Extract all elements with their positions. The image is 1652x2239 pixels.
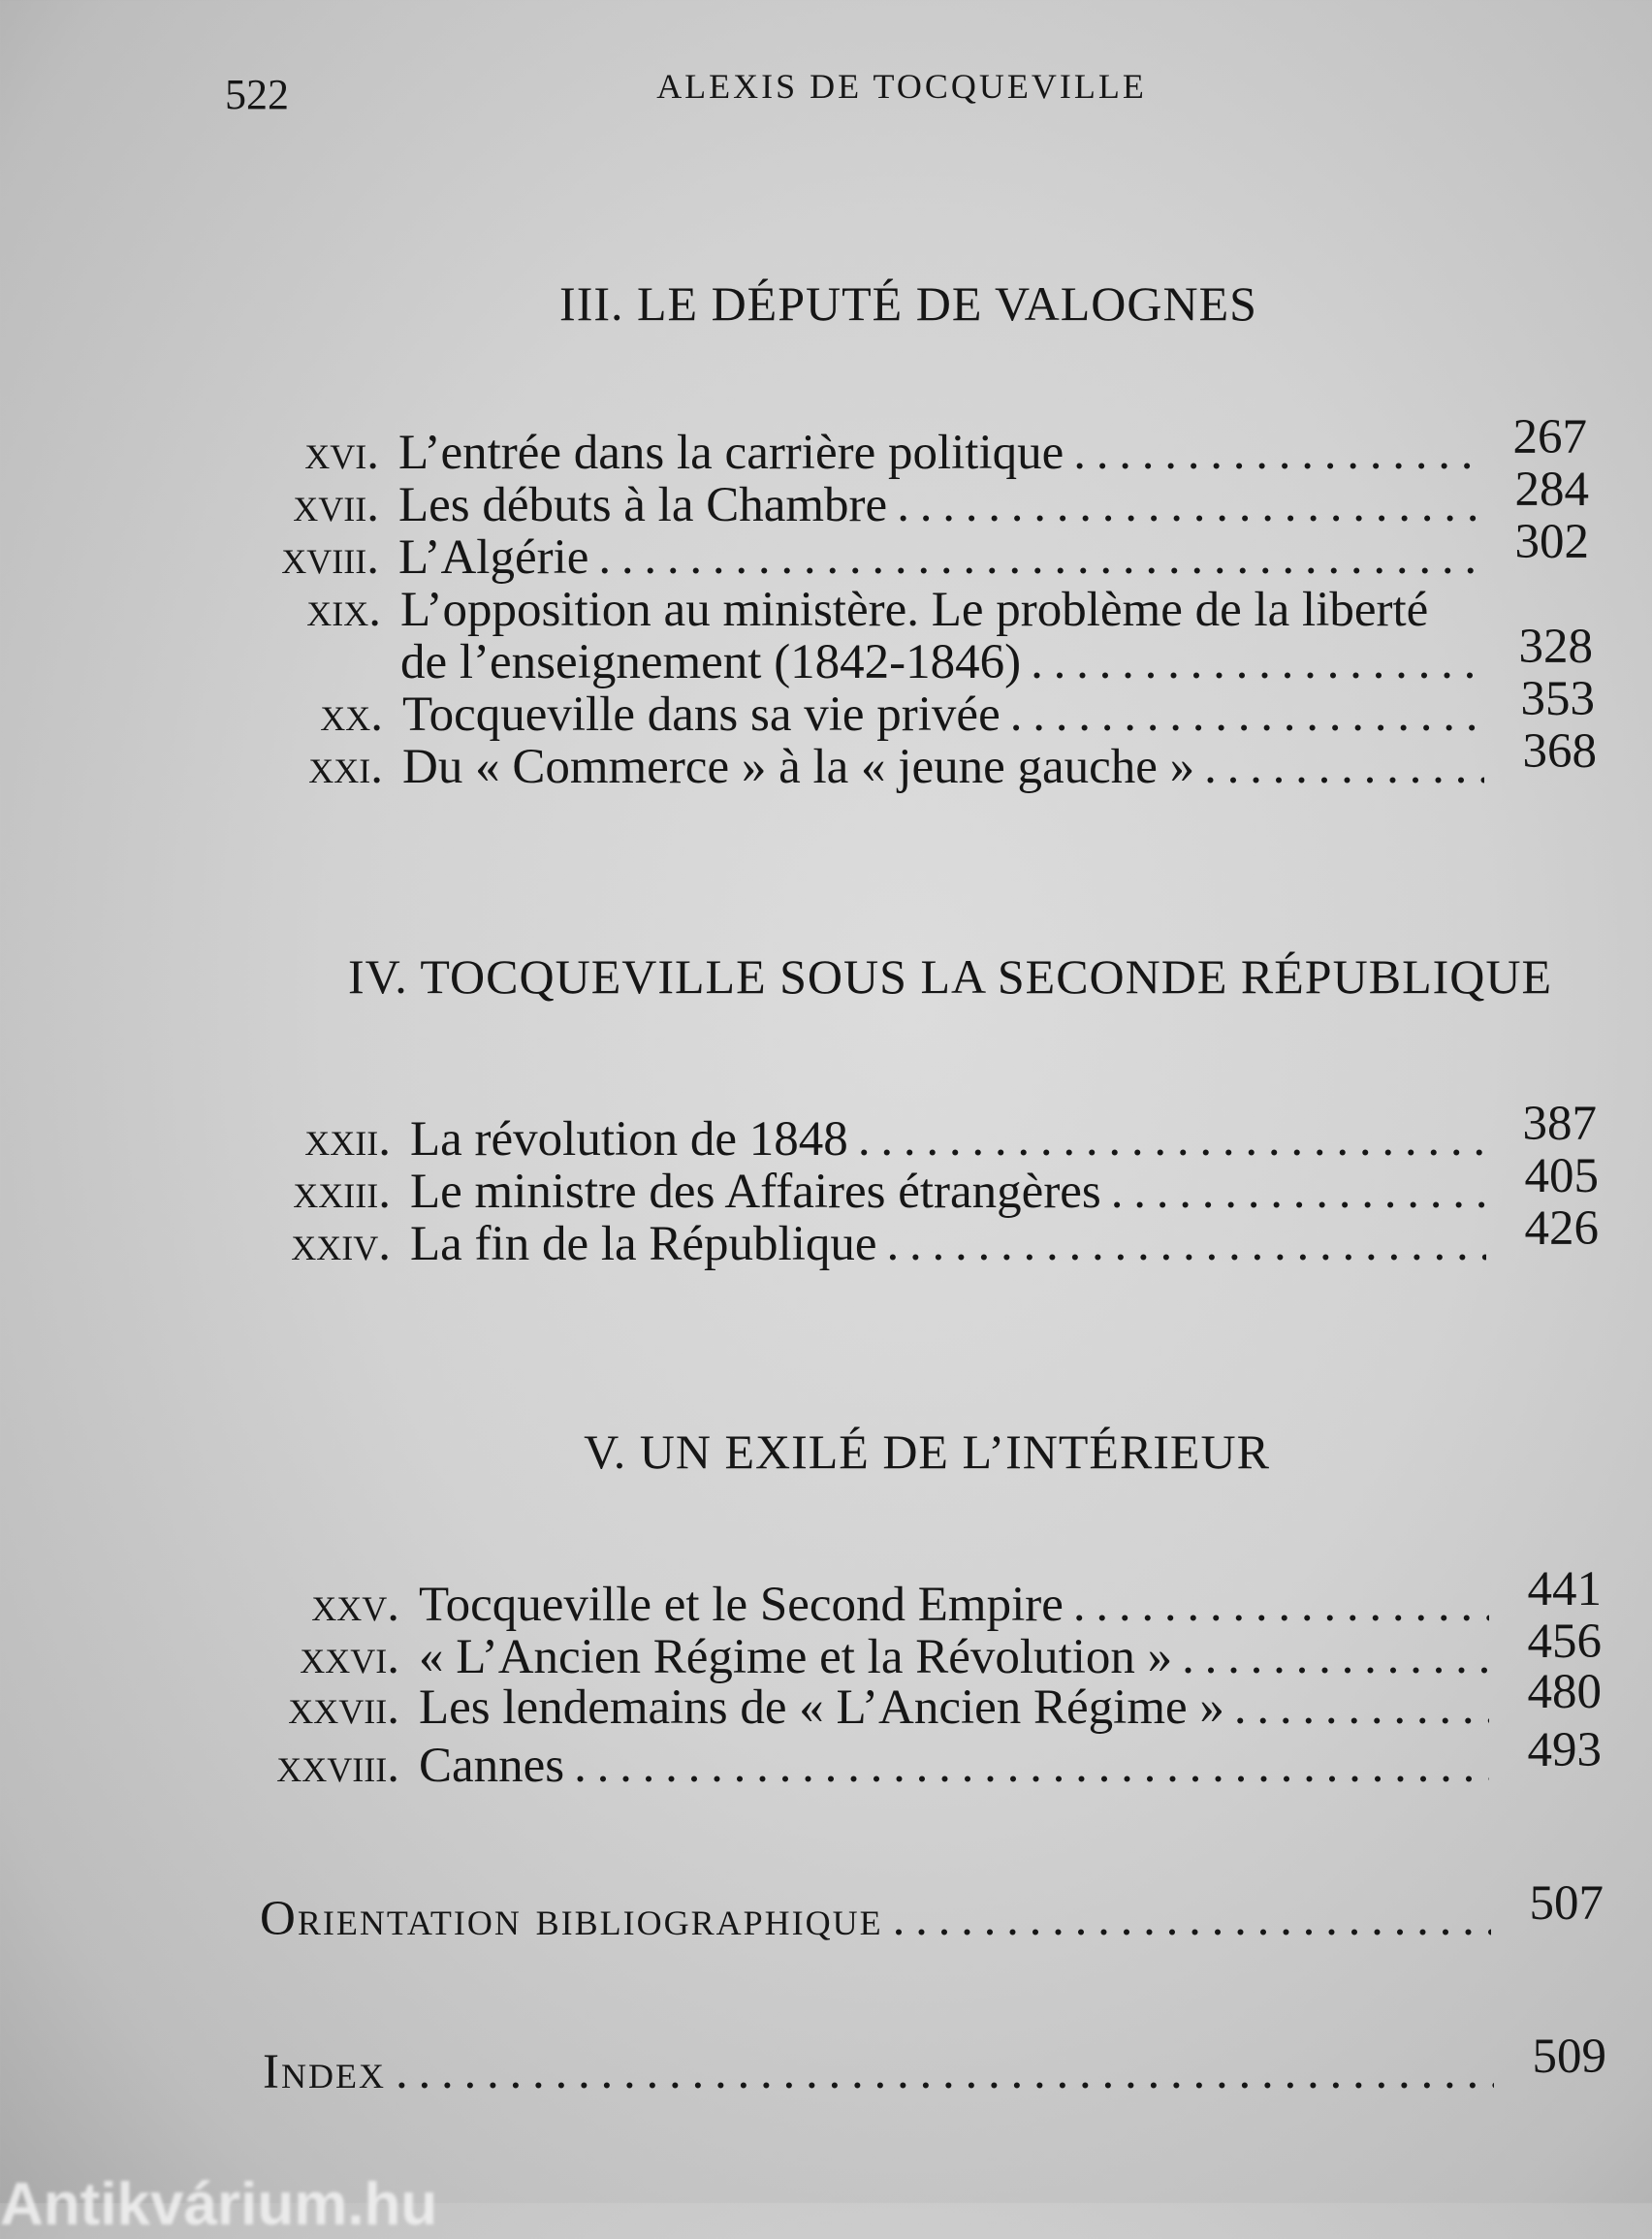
chapter-title: Les lendemains de « L’Ancien Régime » (419, 1680, 1224, 1735)
chapter-page: 405 (1524, 1149, 1599, 1203)
dot-leader (1204, 741, 1484, 793)
toc-entry[interactable] (205, 410, 1587, 480)
chapter-numeral: xx. (320, 688, 383, 742)
dot-leader (858, 1113, 1484, 1166)
chapter-page: 480 (1527, 1665, 1602, 1719)
chapter-numeral: xxiii. (293, 1165, 391, 1219)
dot-leader (1234, 1681, 1489, 1734)
toc-entry[interactable] (216, 1097, 1597, 1167)
dot-leader (897, 479, 1477, 531)
dot-leader (1073, 427, 1475, 479)
chapter-title: Tocqueville dans sa vie privée (402, 688, 1001, 742)
dot-leader (893, 1893, 1491, 1945)
chapter-title: La révolution de 1848 (410, 1112, 848, 1167)
toc-entry-bibliography[interactable] (260, 1876, 1604, 1946)
dot-leader (598, 531, 1477, 584)
toc-entry-index[interactable] (263, 2030, 1606, 2099)
chapter-page: 426 (1524, 1201, 1599, 1256)
section-heading-v: V. UN EXILÉ DE L’INTÉRIEUR (584, 1424, 1270, 1479)
toc-entry-continuation[interactable] (206, 620, 1593, 689)
toc-entry[interactable] (216, 1149, 1599, 1219)
chapter-page: 493 (1527, 1723, 1602, 1777)
chapter-numeral: xxii. (304, 1112, 391, 1167)
toc-entry[interactable] (225, 1723, 1602, 1793)
back-matter-page: 509 (1532, 2030, 1606, 2084)
chapter-page: 368 (1522, 724, 1597, 779)
chapter-numeral: xix. (306, 583, 381, 637)
chapter-title: L’Algérie (398, 530, 589, 585)
chapter-title: L’entrée dans la carrière politique (398, 426, 1064, 480)
chapter-numeral: xxv. (311, 1578, 399, 1632)
section-heading-iii: III. LE DÉPUTÉ DE VALOGNES (559, 276, 1257, 331)
chapter-page: 387 (1522, 1097, 1597, 1151)
toc-entry[interactable] (225, 1562, 1602, 1632)
chapter-page: 441 (1527, 1562, 1602, 1616)
dot-leader (1031, 636, 1480, 688)
toc-entry[interactable] (205, 515, 1589, 585)
toc-entry[interactable] (205, 463, 1589, 532)
chapter-title: « L’Ancien Régime et la Révolution » (419, 1630, 1173, 1684)
section-heading-iv: IV. TOCQUEVILLE SOUS LA SECONDE RÉPUBLIQUE (347, 949, 1553, 1004)
toc-entry[interactable] (225, 1615, 1602, 1684)
chapter-page: 284 (1514, 463, 1589, 517)
chapter-numeral: xxiv. (291, 1217, 391, 1271)
toc-entry[interactable] (216, 1201, 1599, 1271)
chapter-title: La fin de la République (410, 1217, 877, 1271)
dot-leader (1111, 1166, 1486, 1218)
dot-leader (574, 1740, 1489, 1792)
chapter-page: 353 (1520, 672, 1595, 726)
running-title: ALEXIS DE TOCQUEVILLE (656, 67, 1147, 106)
chapter-page: 328 (1518, 620, 1593, 674)
dot-leader (887, 1218, 1486, 1270)
chapter-numeral: xvii. (293, 478, 379, 532)
toc-entry[interactable] (208, 672, 1595, 742)
back-matter-title: Index (263, 2045, 386, 2099)
toc-entry[interactable] (208, 724, 1597, 794)
chapter-numeral: xxviii. (276, 1739, 399, 1793)
chapter-numeral: xviii. (281, 530, 379, 585)
chapter-page: 456 (1527, 1615, 1602, 1669)
chapter-title: Tocqueville et le Second Empire (419, 1578, 1064, 1632)
watermark: Antikvárium.hu (0, 2171, 438, 2238)
chapter-title: Du « Commerce » à la « jeune gauche » (402, 740, 1195, 794)
toc-entry[interactable] (206, 584, 1593, 636)
chapter-title: Le ministre des Affaires étrangères (410, 1165, 1101, 1219)
page-number: 522 (225, 71, 289, 118)
chapter-numeral: xxvi. (300, 1630, 399, 1684)
chapter-numeral: xxi. (308, 740, 383, 794)
chapter-numeral: xvi. (304, 426, 379, 480)
dot-leader (1073, 1579, 1489, 1631)
back-matter-title: Orientation bibliographique (260, 1892, 883, 1946)
chapter-title: L’opposition au ministère. Le problème de la liberté (400, 583, 1429, 637)
dot-leader (1010, 688, 1482, 741)
chapter-numeral: xxvii. (288, 1680, 399, 1735)
chapter-page: 302 (1514, 515, 1589, 569)
dot-leader (1182, 1631, 1489, 1683)
chapter-title: Les débuts à la Chambre (398, 478, 888, 532)
back-matter-page: 507 (1529, 1876, 1604, 1931)
toc-entry[interactable] (225, 1665, 1602, 1735)
chapter-page: 267 (1512, 410, 1587, 464)
chapter-title-continuation: de l’enseignement (1842-1846) (400, 635, 1022, 689)
chapter-title: Cannes (419, 1739, 565, 1793)
dot-leader (396, 2046, 1494, 2098)
